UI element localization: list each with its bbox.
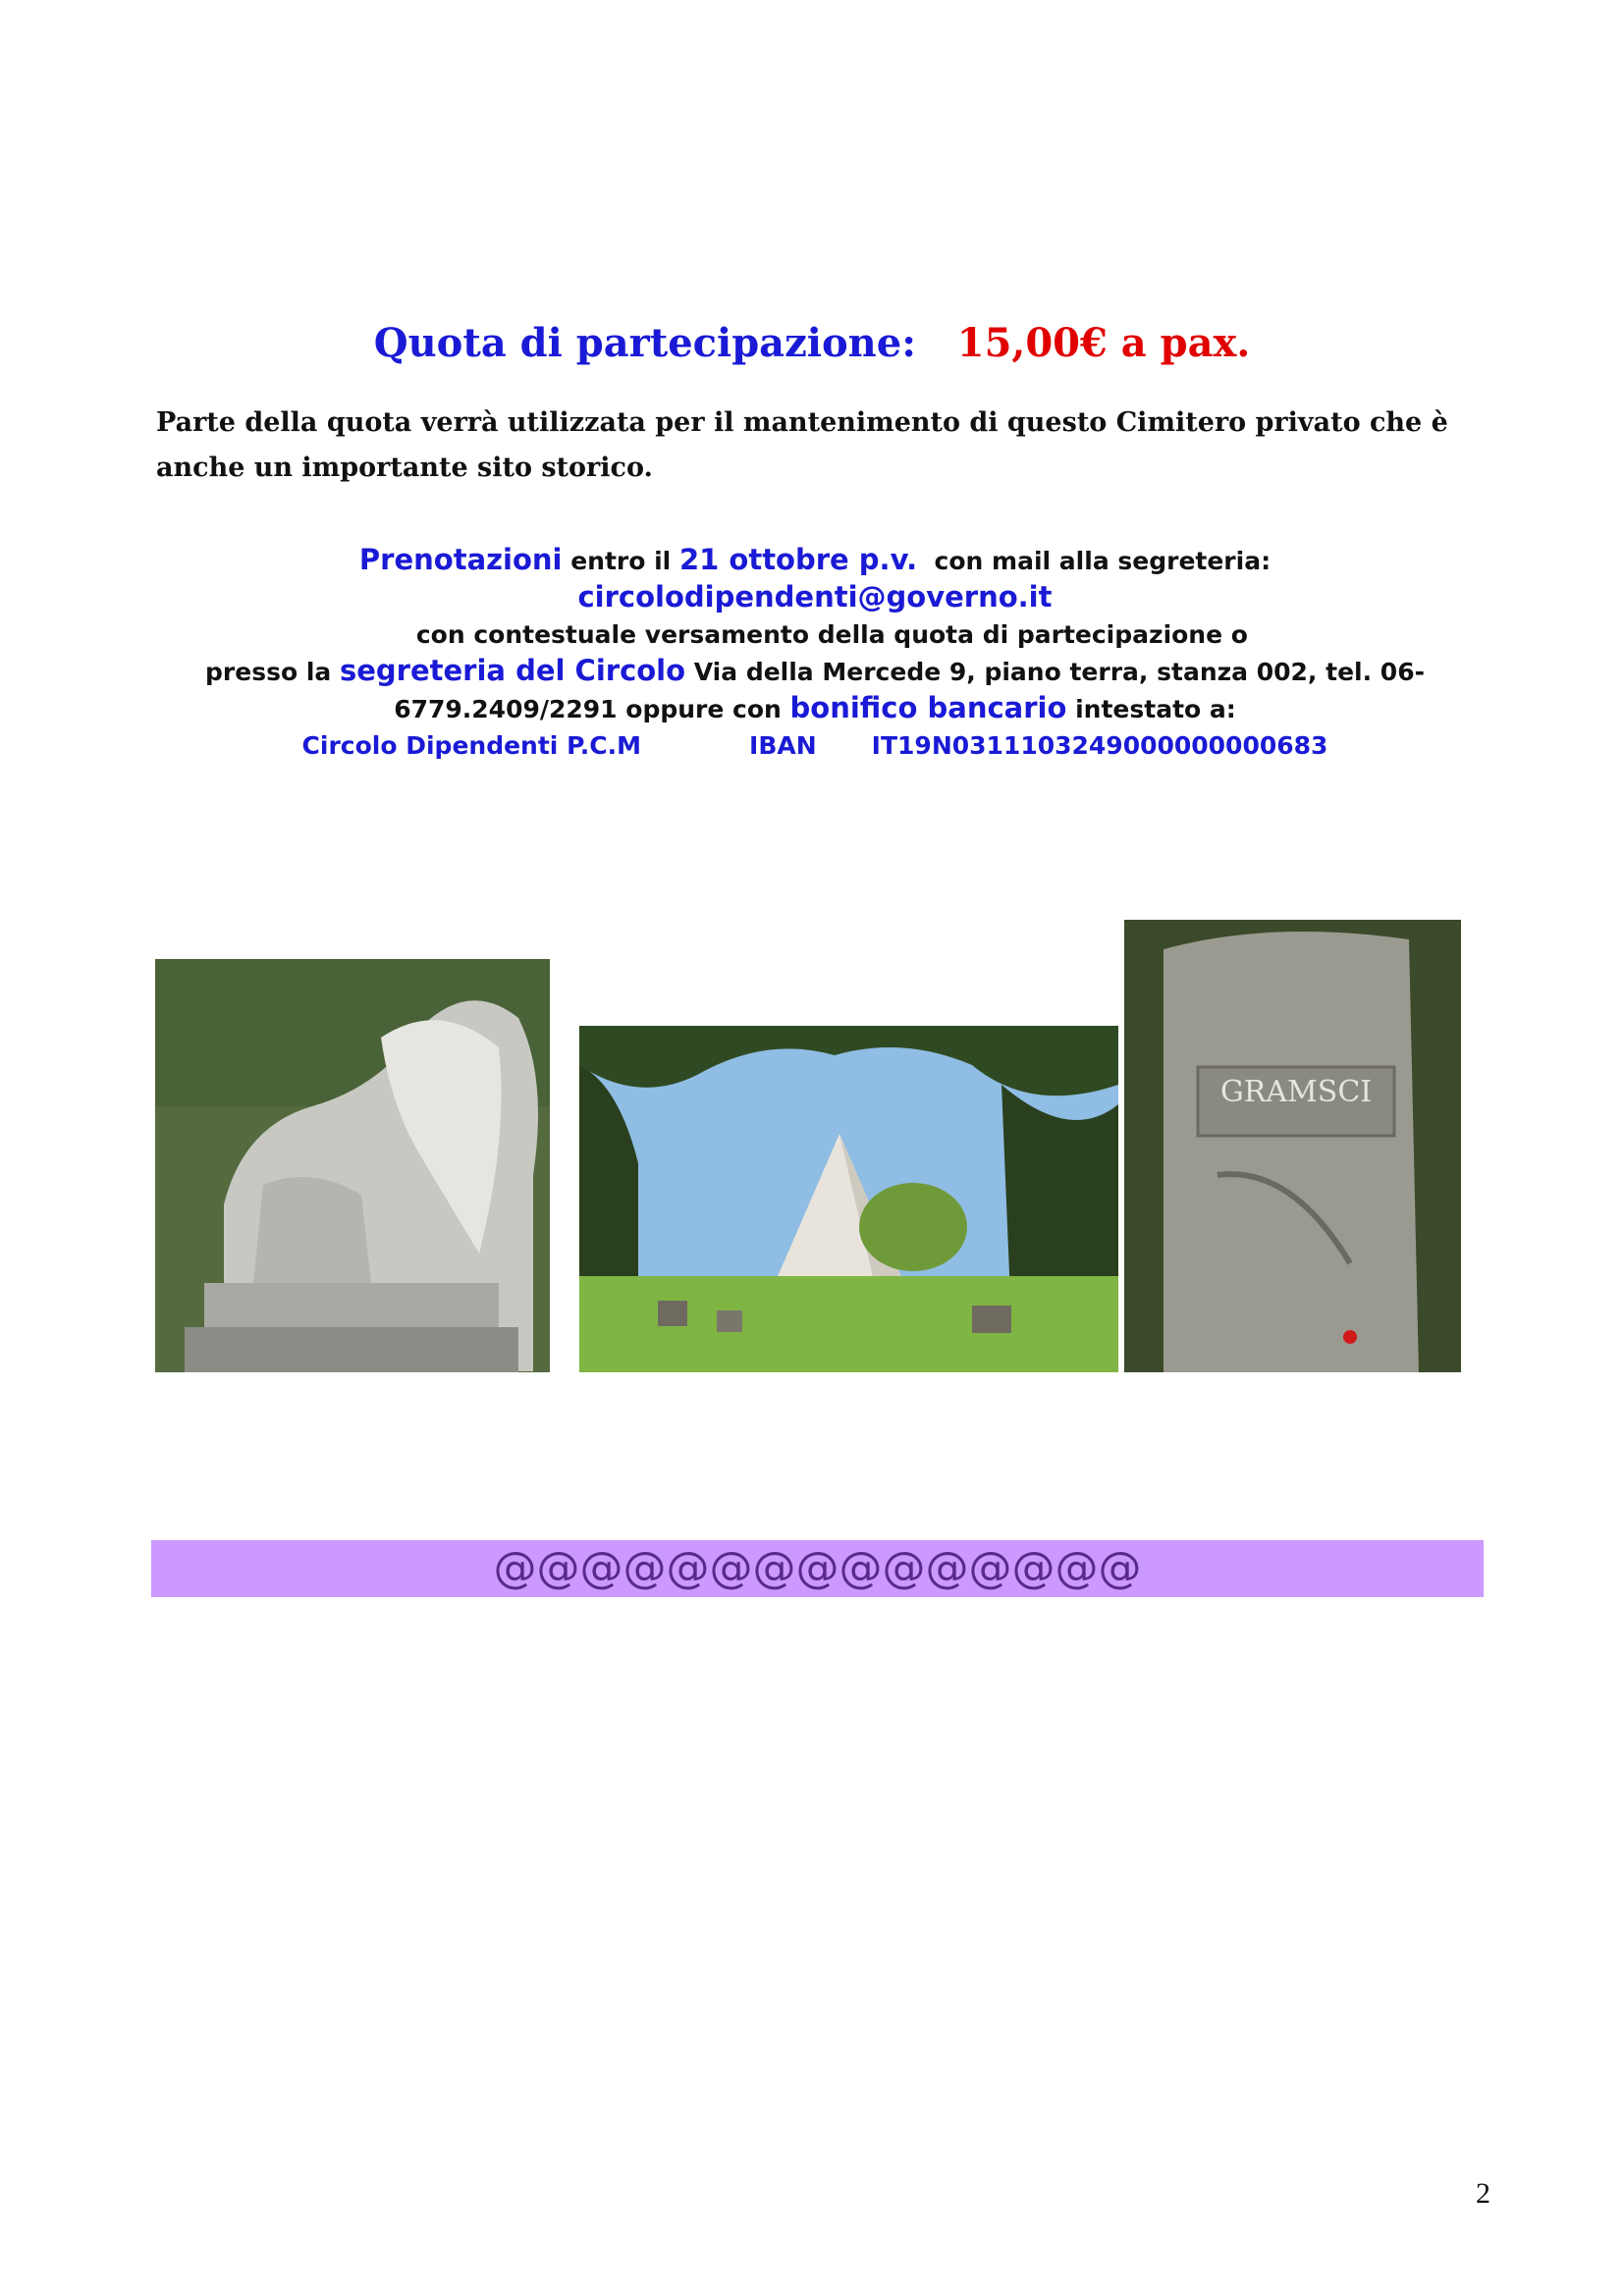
booking-iban: IT19N0311103249000000000683 [871, 731, 1328, 760]
booking-bonifico: bonifico bancario [789, 691, 1067, 724]
booking-segreteria: segreteria del Circolo [339, 654, 686, 687]
booking-info [147, 542, 1483, 764]
booking-entro: entro il [562, 547, 679, 575]
booking-email-link[interactable]: circolodipendenti@governo.it [577, 580, 1053, 614]
booking-iban-label: IBAN [749, 731, 817, 760]
quota-amount: 15,00€ a pax. [956, 320, 1251, 366]
quota-label: Quota di partecipazione: [373, 320, 916, 366]
booking-date: 21 ottobre p.v. [678, 543, 918, 576]
angel-statue-photo [155, 959, 550, 1372]
booking-address: Via della Mercede 9, piano terra, stanza 002, tel. 06- [685, 658, 1425, 686]
booking-presso: presso la [205, 658, 340, 686]
quota-note: Parte della quota verrà utilizzata per il mantenimento di questo Cimitero privato che è anche un importante sito storico. [156, 407, 1448, 483]
separator-banner: @@@@@@@@@@@@@@@ [151, 1540, 1484, 1597]
page-number: 2 [1476, 2177, 1490, 2210]
pyramid-photo [579, 1026, 1118, 1372]
booking-prenotazioni: Prenotazioni [358, 543, 563, 576]
gramsci-inscription: GRAMSCI [1219, 1075, 1373, 1109]
booking-circolo: Circolo Dipendenti P.C.M [301, 731, 642, 760]
gramsci-tomb-photo [1124, 920, 1461, 1372]
booking-intestato: intestato a: [1066, 695, 1236, 723]
booking-phone: 6779.2409/2291 oppure con [394, 695, 790, 723]
booking-mail-intro: con mail alla segreteria: [917, 547, 1272, 575]
booking-contestuale: con contestuale versamento della quota di partecipazione o [382, 620, 1248, 649]
quota-heading [0, 316, 1624, 371]
